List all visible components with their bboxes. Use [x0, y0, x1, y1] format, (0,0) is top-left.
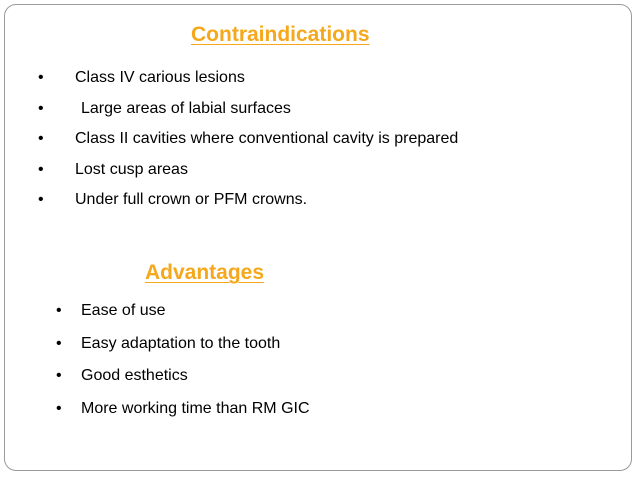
advantage-text: Easy adaptation to the tooth: [81, 335, 281, 352]
bullet-icon: •: [38, 130, 44, 147]
bullet-icon: •: [56, 302, 62, 319]
advantage-text: More working time than RM GIC: [81, 400, 310, 417]
bullet-icon: •: [38, 69, 44, 86]
bullet-icon: •: [38, 161, 44, 178]
bullet-icon: •: [56, 367, 62, 384]
bullet-icon: •: [38, 100, 44, 117]
bullet-icon: •: [38, 191, 44, 208]
contraindication-text: Class II cavities where conventional cavity is prepared: [75, 130, 459, 147]
advantages-heading: Advantages: [145, 261, 265, 284]
contraindication-text: Class IV carious lesions: [75, 69, 245, 86]
contraindication-text: Under full crown or PFM crowns.: [75, 191, 308, 208]
contraindication-text: Large areas of labial surfaces: [81, 100, 291, 117]
advantage-text: Good esthetics: [81, 367, 188, 384]
contraindications-heading: Contraindications: [191, 23, 370, 46]
contraindication-text: Lost cusp areas: [75, 161, 188, 178]
bullet-icon: •: [56, 335, 62, 352]
bullet-icon: •: [56, 400, 62, 417]
advantage-text: Ease of use: [81, 302, 166, 319]
